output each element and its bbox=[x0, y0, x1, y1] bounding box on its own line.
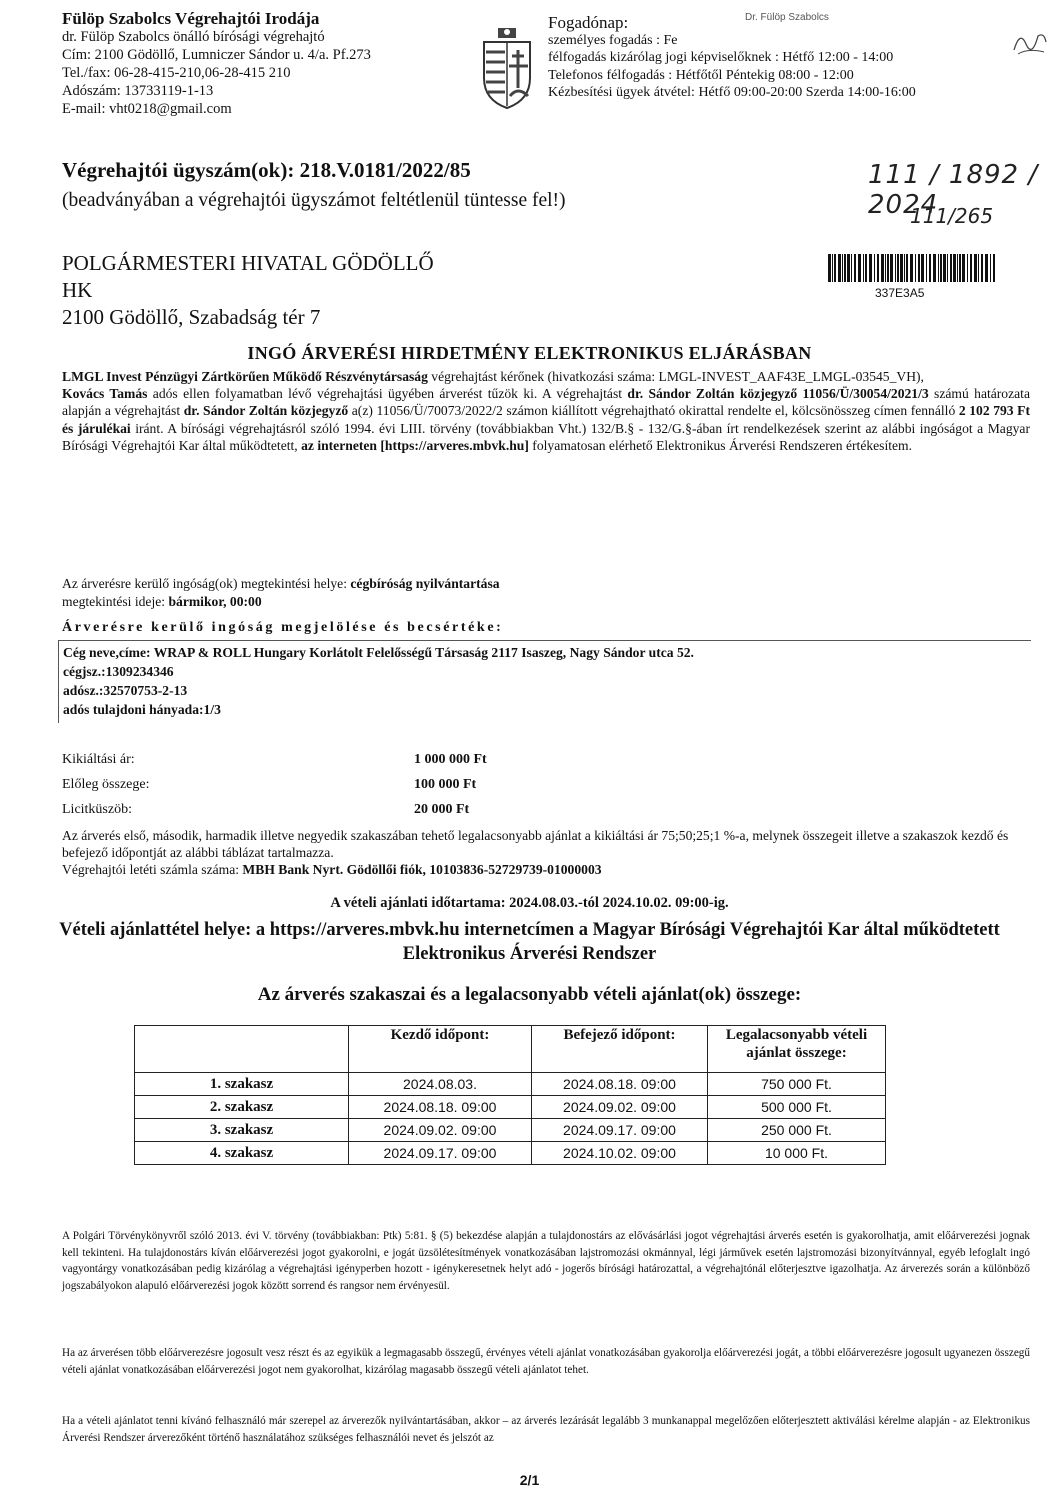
barcode-bar bbox=[832, 254, 833, 282]
barcode-bar bbox=[885, 254, 886, 282]
stage-start: 2024.09.17. 09:00 bbox=[349, 1142, 532, 1165]
office-address: Cím: 2100 Gödöllő, Lumniczer Sándor u. 4/a. Pf.273 bbox=[62, 47, 371, 63]
recipient-line-1: POLGÁRMESTERI HIVATAL GÖDÖLLŐ bbox=[62, 251, 434, 275]
footer-paragraph-1: A Polgári Törvénykönyvről szóló 2013. évi V. törvény (továbbiakban: Ptk) 5:81. § (5) bekezdése alapján a tulajdonostárs az elővásárlási jogot végrehajtási árverés esetén is gyakorolhatja, amit előárverezési jognak kell tekinteni. Ha tulajdonostárs kíván előárverezési jogot gyakorolni, e jogát üzsölétesítmények vonatkozásában lajstromozási okmánnyal, légi járművek esetén lajstromozási bizonyítvánnyal, egyéb lefoglalt ingó vagyontárgy vonatkozásában pedig kizárólag a végrehajtási igényperben hozott - igénykeresetnek helyt adó - jogerős bírósági határozattal, a végrehajtónál előterjesztve igazolhatja. Az árverezés során a különböző jogszabályokon alapuló előárverezési jogok között sorrend és rangsor nem érvényesül. bbox=[62, 1230, 1030, 1292]
barcode-bar bbox=[953, 254, 956, 282]
barcode-text: 337E3A5 bbox=[875, 286, 925, 300]
barcode-bar bbox=[887, 254, 889, 282]
barcode-bar bbox=[990, 254, 991, 282]
barcode-bar bbox=[900, 254, 903, 282]
stage-min-offer: 10 000 Ft. bbox=[708, 1142, 886, 1165]
auction-url-link[interactable]: az interneten [https://arveres.mbvk.hu] bbox=[301, 437, 529, 453]
barcode-bar bbox=[881, 254, 884, 282]
reception-line-2: félfogadás kizárólag jogi képviselőknek : Hétfő 12:00 - 14:00 bbox=[548, 50, 894, 65]
viewing-place-value: cégbíróság nyilvántartása bbox=[350, 576, 500, 591]
intro-text-4: iránt. A bírósági végrehajtásról szóló 1994. évi LIII. törvény (továbbiakban Vht.) 132/B.§ - 132/G.§-ában írt rendelkezések szerint az alábbi ingóságot a Magyar Bírósági Végrehajtói Kar által működtetett, bbox=[62, 420, 1030, 453]
barcode-bar bbox=[863, 254, 864, 282]
barcode-bar bbox=[962, 254, 965, 282]
barcode-bar bbox=[950, 254, 952, 282]
recipient-line-2: HK bbox=[62, 278, 93, 302]
deposit-row bbox=[62, 777, 522, 793]
barcode-bar bbox=[874, 254, 875, 282]
viewing-time-label: megtekintési ideje: bbox=[62, 593, 169, 609]
office-name: Fülöp Szabolcs Végrehajtói Irodája bbox=[62, 9, 320, 28]
stages-table bbox=[134, 1025, 886, 1165]
barcode-bar bbox=[993, 254, 995, 282]
barcode-bar bbox=[847, 254, 850, 282]
creditor-reference: végrehajtást kérőnek (hivatkozási száma: LMGL-INVEST_AAF43E_LMGL-03545_VH), bbox=[427, 369, 924, 384]
recipient-address bbox=[62, 250, 434, 331]
barcode-bar bbox=[844, 254, 846, 282]
stage-start: 2024.09.02. 09:00 bbox=[349, 1119, 532, 1142]
barcode-bar bbox=[943, 254, 946, 282]
barcode-bar bbox=[910, 254, 913, 282]
reception-line-1: személyes fogadás : Fe bbox=[548, 32, 678, 48]
reception-block bbox=[548, 14, 1018, 102]
bid-step-value: 20 000 Ft bbox=[414, 802, 470, 817]
intro-text-2: számú határozata alapján a végrehajtást bbox=[62, 386, 1030, 419]
stage-label: 4. szakasz bbox=[135, 1142, 349, 1165]
stage-start: 2024.08.18. 09:00 bbox=[349, 1096, 532, 1119]
recipient-line-3: 2100 Gödöllő, Szabadság tér 7 bbox=[62, 305, 321, 329]
reception-line-4: Kézbesítési ügyek átvétel: Hétfő 09:00-20:00 Szerda 14:00-16:00 bbox=[548, 85, 916, 100]
notary-name: dr. Sándor Zoltán közjegyző bbox=[183, 403, 349, 419]
coat-of-arms-icon bbox=[476, 26, 538, 110]
bid-step-row bbox=[62, 802, 522, 818]
item-box bbox=[58, 640, 1031, 723]
table-header: Kezdő időpont: bbox=[349, 1026, 532, 1073]
item-registry: cégjsz.:1309234346 bbox=[63, 664, 174, 679]
stages-title: Az árverés szakaszai és a legalacsonyabb vételi ajánlat(ok) összege: bbox=[257, 984, 802, 1005]
barcode-bar bbox=[890, 254, 893, 282]
barcode-bar bbox=[828, 254, 831, 282]
barcode-bar bbox=[929, 254, 931, 282]
stage-end: 2024.09.17. 09:00 bbox=[532, 1119, 708, 1142]
barcode bbox=[828, 254, 998, 282]
barcode-bar bbox=[918, 254, 920, 282]
start-price-value: 1 000 000 Ft bbox=[414, 752, 487, 767]
barcode-bar bbox=[915, 254, 916, 282]
barcode-bar bbox=[933, 254, 936, 282]
document-title: INGÓ ÁRVERÉSI HIRDETMÉNY ELEKTRONIKUS ELJÁRÁSBAN bbox=[247, 343, 812, 363]
intro-text-1: adós ellen folyamatban lévő végrehajtási ügyében árverést tűzök ki. A végrehajtást bbox=[147, 386, 628, 402]
stage-end: 2024.10.02. 09:00 bbox=[532, 1142, 708, 1165]
barcode-bar bbox=[897, 254, 899, 282]
table-row bbox=[135, 1142, 886, 1165]
barcode-bar bbox=[854, 254, 856, 282]
footer-paragraph-3: Ha a vételi ajánlatot tenni kívánó felhasználó már szerepel az árverezők nyilvántartásában, akkor – az árverés lezárását legalább 3 munkanappal megelőzően előterjesztett aktiválási kérelme alapján - az Elektronikus Árverési Rendszer árverezőként történő használatához szükséges felhasználói nevet és jelszót az bbox=[62, 1415, 1030, 1444]
offer-period: A vételi ajánlati időtartama: 2024.08.03.-tól 2024.10.02. 09:00-ig. bbox=[330, 895, 729, 911]
office-bailiff: dr. Fülöp Szabolcs önálló bírósági végrehajtó bbox=[62, 29, 325, 45]
barcode-bar bbox=[834, 254, 836, 282]
case-number: Végrehajtói ügyszám(ok): 218.V.0181/2022/85 bbox=[62, 158, 471, 182]
office-phone: Tel./fax: 06-28-415-210,06-28-415 210 bbox=[62, 65, 291, 81]
barcode-bar bbox=[938, 254, 939, 282]
barcode-bar bbox=[858, 254, 861, 282]
barcode-bar bbox=[921, 254, 924, 282]
creditor-name: LMGL Invest Pénzügyi Zártkörűen Működő Részvénytársaság bbox=[62, 369, 428, 384]
handwritten-registry-number: 111 / 1892 / 2024 bbox=[868, 160, 1039, 220]
viewing-place-label: Az árverésre kerülő ingóság(ok) megtekintési helye: bbox=[62, 576, 351, 591]
stage-end: 2024.08.18. 09:00 bbox=[532, 1073, 708, 1096]
table-row bbox=[135, 1096, 886, 1119]
viewing-time-value: bármikor, 00:00 bbox=[168, 593, 262, 609]
office-block bbox=[62, 10, 482, 118]
barcode-bar bbox=[865, 254, 867, 282]
item-share: adós tulajdoni hányada:1/3 bbox=[63, 702, 221, 717]
barcode-bar bbox=[877, 254, 879, 282]
stage-end: 2024.09.02. 09:00 bbox=[532, 1096, 708, 1119]
office-tax: Adószám: 13733119-1-13 bbox=[62, 83, 214, 99]
barcode-bar bbox=[895, 254, 896, 282]
intro-text-5: folyamatosan elérhető Elektronikus Árverési Rendszeren értékesítem. bbox=[528, 437, 913, 453]
stages-paragraph bbox=[62, 827, 1030, 878]
office-email: E-mail: vht0218@gmail.com bbox=[62, 101, 232, 117]
barcode-bar bbox=[981, 254, 983, 282]
table-row bbox=[135, 1073, 886, 1096]
barcode-bar bbox=[957, 254, 958, 282]
notary-decision: dr. Sándor Zoltán közjegyző 11056/Ü/30054/2021/3 bbox=[627, 386, 929, 402]
signature-icon bbox=[1010, 22, 1050, 62]
bid-step-label: Licitküszöb: bbox=[62, 802, 132, 817]
item-company: Cég neve,címe: WRAP & ROLL Hungary Korlátolt Felelősségű Társaság 2117 Isaszeg, Nagy Sándor utca 52. bbox=[63, 645, 694, 660]
start-price-label: Kikiáltási ár: bbox=[62, 752, 135, 767]
stage-label: 1. szakasz bbox=[135, 1073, 349, 1096]
table-row bbox=[135, 1119, 886, 1142]
offer-place: Vételi ajánlattétel helye: a https://arveres.mbvk.hu internetcímen a Magyar Bírósági Végrehajtói Kar által működtetett Elektronikus Árverési Rendszer bbox=[59, 920, 1000, 964]
barcode-bar bbox=[904, 254, 905, 282]
barcode-bar bbox=[842, 254, 843, 282]
account-value: MBH Bank Nyrt. Gödöllői fiók, 10103836-52729739-01000003 bbox=[242, 862, 602, 877]
stage-label: 3. szakasz bbox=[135, 1119, 349, 1142]
intro-text-3: a(z) 11056/Ü/70073/2022/2 számon kiállított végrehajtható okirattal rendelte el, kölcsönösszeg címen fennálló bbox=[348, 403, 959, 419]
barcode-bar bbox=[967, 254, 968, 282]
claim-amount: 2 102 793 Ft és járulékai bbox=[62, 403, 1031, 436]
deposit-label: Előleg összege: bbox=[62, 777, 150, 792]
table-header-row bbox=[135, 1026, 886, 1073]
case-note: (beadványában a végrehajtói ügyszámot feltétlenül tüntesse fel!) bbox=[62, 190, 566, 211]
stage-start: 2024.08.03. bbox=[349, 1073, 532, 1096]
barcode-bar bbox=[851, 254, 852, 282]
barcode-bar bbox=[906, 254, 908, 282]
stage-label: 2. szakasz bbox=[135, 1096, 349, 1119]
item-taxnumber: adósz.:32570753-2-13 bbox=[63, 683, 188, 698]
account-label: Végrehajtói letéti számla száma: bbox=[62, 862, 243, 877]
page-number: 2/1 bbox=[519, 1472, 540, 1488]
barcode-bar bbox=[974, 254, 977, 282]
table-header: Befejező időpont: bbox=[532, 1026, 708, 1073]
stage-min-offer: 250 000 Ft. bbox=[708, 1119, 886, 1142]
footer-paragraph-2: Ha az árverésen több előárverezésre jogosult vesz részt és az egyikük a legmagasabb összegű, érvényes vételi ajánlat vonatkozásában gyakorolja előárverezési jogát, a többi előárverezésre jogosult ugyanezen összegű vételi ajánlat vonatkozásában előárverezési jogot nem gyakorolhat, kizárólag magasabb összegű vételi ajánlatot tehet. bbox=[62, 1347, 1030, 1376]
handwritten-registry-number-2: 111/265 bbox=[910, 204, 994, 228]
debtor-name: Kovács Tamás bbox=[62, 386, 148, 402]
start-price-row bbox=[62, 752, 522, 768]
barcode-bar bbox=[970, 254, 972, 282]
table-header: Legalacsonyabb vételi ajánlat összege: bbox=[708, 1026, 886, 1073]
barcode-bar bbox=[985, 254, 988, 282]
barcode-bar bbox=[947, 254, 948, 282]
barcode-bar bbox=[959, 254, 961, 282]
table-header bbox=[135, 1026, 349, 1073]
stage-min-offer: 750 000 Ft. bbox=[708, 1073, 886, 1096]
barcode-bar bbox=[978, 254, 979, 282]
barcode-bar bbox=[926, 254, 927, 282]
reception-title: Fogadónap: bbox=[548, 13, 629, 32]
received-stamp: Dr. Fülöp Szabolcs bbox=[745, 12, 829, 23]
reception-line-3: Telefonos félfogadás : Hétfőtől Péntekig 08:00 - 12:00 bbox=[548, 67, 854, 83]
stages-description: Az árverés első, második, harmadik illetve negyedik szakaszában tehető legalacsonyabb ajánlat a kikiáltási ár 75;50;25;1 %-a, melynek összegeit illetve a szakaszok kezdő és befejező időpontját az alábbi táblázat tartalmazza. bbox=[62, 828, 1009, 860]
barcode-bar bbox=[838, 254, 841, 282]
barcode-bar bbox=[940, 254, 942, 282]
deposit-value: 100 000 Ft bbox=[414, 777, 477, 792]
viewing-info bbox=[62, 575, 500, 610]
item-heading: Árverésre kerülő ingóság megjelölése és becsértéke: bbox=[62, 620, 504, 635]
intro-paragraph bbox=[62, 368, 1030, 454]
barcode-bar bbox=[869, 254, 872, 282]
stage-min-offer: 500 000 Ft. bbox=[708, 1096, 886, 1119]
